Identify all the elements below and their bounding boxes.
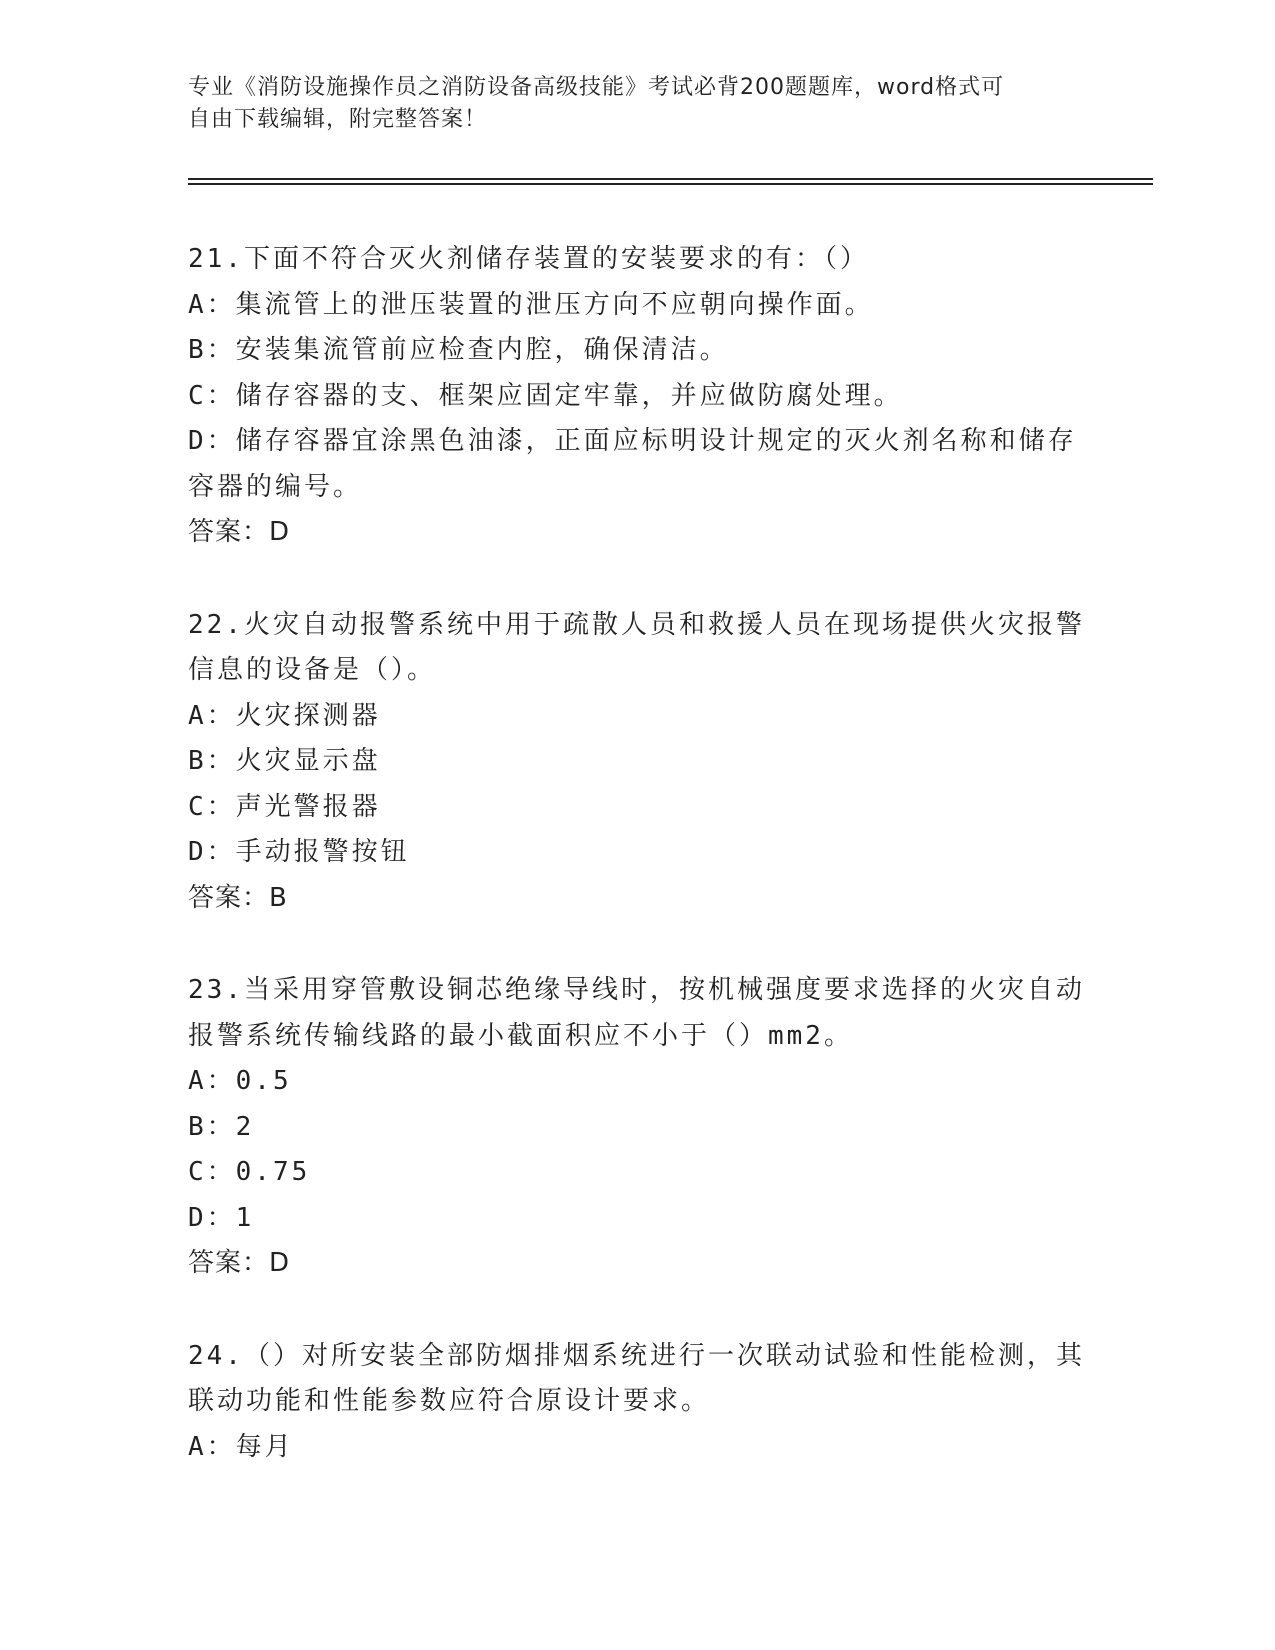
question-text: 24.（）对所安装全部防烟排烟系统进行一次联动试验和性能检测，其 (188, 1340, 1085, 1371)
option-d: D：储存容器宜涂黑色油漆，正面应标明设计规定的灭火剂名称和储存 (188, 426, 1077, 456)
option-b: B：火灾显示盘 (188, 746, 381, 776)
question-list (188, 237, 1093, 1470)
header-divider-top (188, 178, 1153, 180)
question-text: 23.当采用穿管敷设铜芯绝缘导线时，按机械强度要求选择的火灾自动 (188, 975, 1085, 1005)
answer-label: 答案：D (188, 1248, 291, 1278)
option-c: C：0.75 (188, 1157, 311, 1187)
document-header (188, 72, 1088, 136)
answer-label: 答案：D (188, 517, 291, 547)
question-21 (188, 237, 1093, 556)
question-24 (188, 1334, 1093, 1471)
option-c: C：声光警报器 (188, 791, 381, 822)
option-d-continued: 容器的编号。 (188, 471, 363, 502)
option-b: B：安装集流管前应检查内腔，确保清洁。 (188, 335, 729, 365)
option-a: A：每月 (188, 1431, 294, 1462)
header-line-1: 专业《消防设施操作员之消防设备高级技能》考试必背200题题库，word格式可 (188, 75, 1005, 100)
option-b: B：2 (188, 1111, 255, 1142)
question-spacer (188, 921, 1093, 968)
question-22 (188, 603, 1093, 922)
question-text: 22.火灾自动报警系统中用于疏散人员和救援人员在现场提供火灾报警 (188, 609, 1085, 640)
option-d: D：手动报警按钮 (188, 837, 410, 867)
question-spacer (188, 1287, 1093, 1334)
header-divider-bottom (188, 183, 1153, 185)
option-a: A：集流管上的泄压装置的泄压方向不应朝向操作面。 (188, 289, 874, 320)
question-text-continued: 联动功能和性能参数应符合原设计要求。 (188, 1386, 711, 1416)
answer-label: 答案：B (188, 882, 288, 913)
question-text-continued: 信息的设备是（）。 (188, 655, 437, 685)
option-a: A：0.5 (188, 1066, 292, 1096)
option-a: A：火灾探测器 (188, 700, 381, 731)
header-line-2: 自由下载编辑，附完整答案！ (188, 107, 488, 132)
question-text: 21.下面不符合灭火剂储存装置的安装要求的有：（） (188, 244, 869, 274)
question-text-continued: 报警系统传输线路的最小截面积应不小于（）mm2。 (188, 1020, 853, 1051)
question-spacer (188, 556, 1093, 603)
option-d: D：1 (188, 1202, 255, 1233)
question-23 (188, 968, 1093, 1287)
option-c: C：储存容器的支、框架应固定牢靠，并应做防腐处理。 (188, 380, 903, 411)
